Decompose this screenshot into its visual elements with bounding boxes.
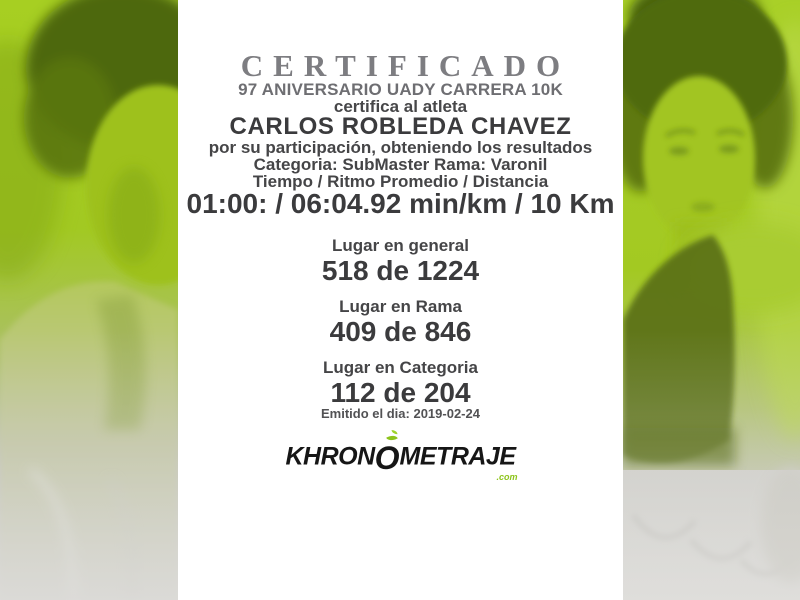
logo-domain: .com [496, 472, 518, 482]
placement-rama-label: Lugar en Rama [339, 297, 462, 316]
placement-general-value: 518 de 1224 [321, 255, 480, 286]
placement-categoria-value: 112 de 204 [330, 377, 471, 408]
athlete-name: CARLOS ROBLEDA CHAVEZ [229, 113, 572, 140]
placement-rama-value: 409 de 846 [329, 316, 472, 347]
metrics-value: 01:00: / 06:04.92 min/km / 10 Km [186, 188, 615, 219]
metrics-label: Tiempo / Ritmo Promedio / Distancia [252, 172, 549, 191]
category-line: Categoria: SubMaster Rama: Varonil [253, 155, 548, 174]
logo-o-wrap [375, 442, 400, 474]
male-runner-photo [0, 0, 178, 600]
placement-general [178, 237, 623, 285]
certificate-content [178, 0, 623, 600]
placement-general-label: Lugar en general [332, 236, 469, 255]
khronometraje-logo [285, 440, 518, 482]
certificate-title: CERTIFICADO [240, 48, 571, 83]
certifies-label: certifica al atleta [333, 97, 468, 116]
placement-categoria-label: Lugar en Categoria [323, 358, 478, 377]
male-runner-illustration [0, 0, 178, 600]
event-name: 97 ANIVERSARIO UADY CARRERA 10K [238, 80, 563, 99]
placement-rama [178, 298, 623, 346]
issued-date: Emitido el dia: 2019-02-24 [321, 406, 480, 421]
female-runner-illustration [623, 0, 800, 600]
logo-text-metraje: METRAJE [399, 442, 516, 471]
female-runner-photo [623, 0, 800, 600]
logo-text-o: O [374, 440, 400, 476]
logo-text-khron: KHRON [285, 442, 375, 471]
placement-categoria [178, 359, 623, 407]
participation-text: por su participación, obteniendo los resultados [208, 138, 593, 157]
